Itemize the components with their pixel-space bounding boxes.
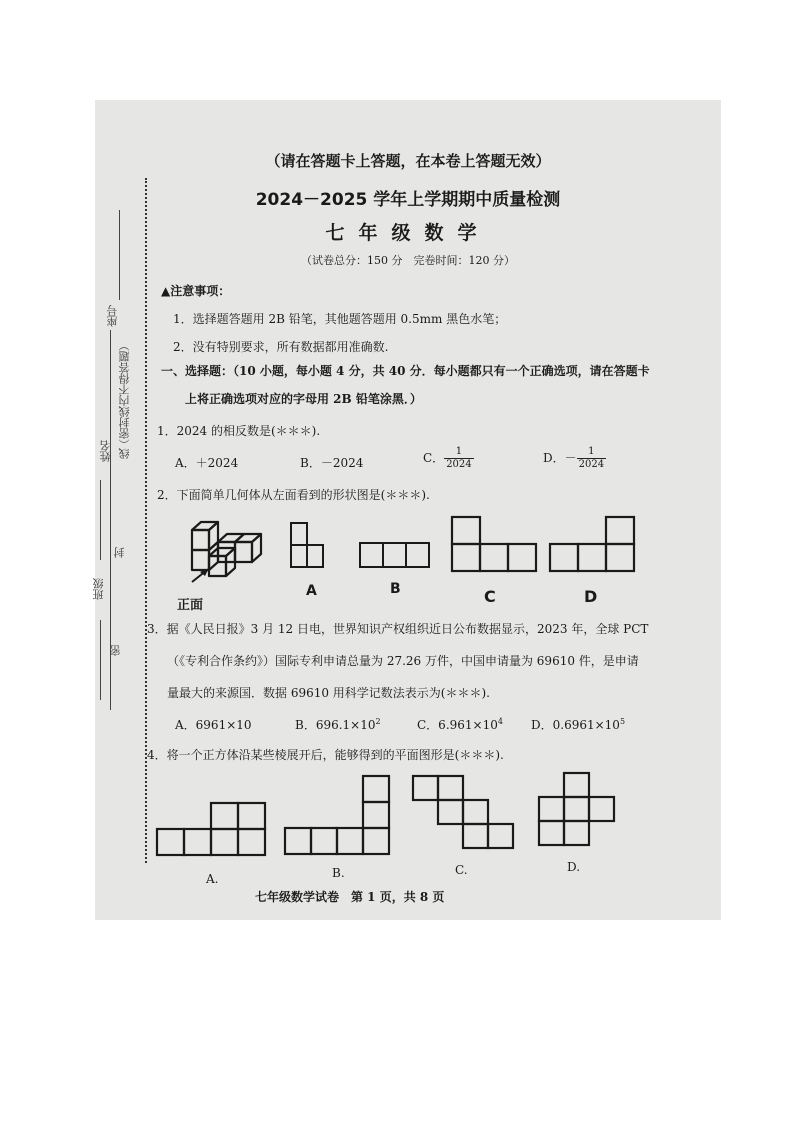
question-1-stem: 1．2024 的相反数是(＊＊＊). <box>157 424 321 438</box>
page-footer: 七年级数学试卷 第 1 页，共 8 页 <box>255 890 445 904</box>
q1-option-d-prefix: D．－ <box>543 451 577 465</box>
q4-option-c-label: C. <box>455 863 468 877</box>
q3-option-d <box>531 716 625 733</box>
q4-option-d-net <box>535 770 617 850</box>
q4-option-c-net <box>411 773 521 853</box>
q4-option-b-label: B. <box>332 866 345 880</box>
q4-option-a-label: A. <box>206 872 219 886</box>
q3-option-a: A．6961×10 <box>175 718 252 732</box>
fraction-numerator: 1 <box>444 446 473 459</box>
question-3-stem-line2: （《专利合作条约》）国际专利申请总量为 27.26 万件，中国申请量为 69610 件，是申请 <box>167 654 639 668</box>
exam-title: 2024－2025 学年上学期期中质量检测 <box>255 190 561 210</box>
q3-option-c-base: C．6.961×10 <box>417 718 498 732</box>
exam-sheet <box>92 100 721 920</box>
q4-option-a-net <box>157 800 269 860</box>
fraction-denominator: 2024 <box>578 459 605 470</box>
no-answer-note: （密封线内不得答题） <box>118 340 131 450</box>
q2-option-d-figure <box>548 515 638 575</box>
q2-option-a-figure <box>290 520 340 570</box>
class-underline <box>100 620 101 700</box>
fraction-denominator: 2024 <box>446 459 472 470</box>
question-3-stem-line1: 3．据《人民日报》3 月 12 日电，世界知识产权组织近日公布数据显示，2023 年，全球 PCT <box>147 622 649 636</box>
question-2-stem: 2．下面简单几何体从左面看到的形状图是(＊＊＊). <box>157 488 430 502</box>
section-heading-cont: 上将正确选项对应的字母用 2B 铅笔涂黑．） <box>185 392 422 406</box>
section-heading: 一、选择题：（10 小题，每小题 4 分，共 40 分．每小题都只有一个正确选项，请在答题卡 <box>161 364 650 378</box>
notes-title: ▲注意事项： <box>161 284 231 298</box>
fraction-numerator: 1 <box>577 446 606 459</box>
name-underline <box>100 480 101 560</box>
q3-option-b <box>295 716 381 733</box>
front-label: 正面 <box>177 598 204 613</box>
q1-option-d <box>543 446 606 471</box>
q3-option-d-exponent: 5 <box>619 717 626 726</box>
q3-option-c-exponent: 4 <box>497 717 503 726</box>
question-3-stem-line3: 量最大的来源国．数据 69610 用科学记数法表示为(＊＊＊). <box>167 686 490 700</box>
q3-option-b-base: B．696.1×10 <box>295 718 376 732</box>
q2-option-a-label: A <box>306 583 317 599</box>
q1-option-c-prefix: C． <box>423 451 445 465</box>
q1-option-c-fraction <box>444 446 473 471</box>
q1-option-d-fraction <box>577 446 606 471</box>
q2-option-c-label: C <box>484 587 496 606</box>
q3-option-d-base: D．0.6961×10 <box>531 718 620 732</box>
line-char: 线 <box>118 448 131 459</box>
secret-char: 密 <box>109 645 122 656</box>
seat-label: 座号 <box>106 305 119 327</box>
q2-option-b-label: B <box>390 581 401 597</box>
q1-option-b: B．－2024 <box>300 456 364 470</box>
name-label: 姓名 <box>99 440 112 462</box>
q2-solid-figure <box>187 518 282 588</box>
class-label: 班级 <box>92 578 105 600</box>
q4-option-b-net <box>283 773 395 859</box>
seal-char: 封 <box>113 547 126 558</box>
q1-option-a: A．＋2024 <box>175 456 239 470</box>
q3-option-c <box>417 716 503 733</box>
question-4-stem: 4．将一个正方体沿某些棱展开后，能够得到的平面图形是(＊＊＊). <box>147 748 504 762</box>
answer-card-notice: （请在答题卡上答题，在本卷上答题无效） <box>265 152 551 170</box>
q1-option-c <box>423 446 474 471</box>
q2-option-b-figure <box>357 540 437 570</box>
note-item: 1．选择题答题用 2B 铅笔，其他题答题用 0.5mm 黑色水笔； <box>173 312 507 326</box>
exam-info: （试卷总分：150 分 完卷时间：120 分） <box>301 254 515 267</box>
note-item: 2．没有特别要求，所有数据都用准确数. <box>173 340 389 354</box>
q3-option-b-exponent: 2 <box>375 717 381 726</box>
q4-option-d-label: D. <box>567 860 581 874</box>
subject-title: 七年级数学 <box>325 222 491 244</box>
q2-option-c-figure <box>450 515 540 575</box>
q2-option-d-label: D <box>584 587 598 606</box>
